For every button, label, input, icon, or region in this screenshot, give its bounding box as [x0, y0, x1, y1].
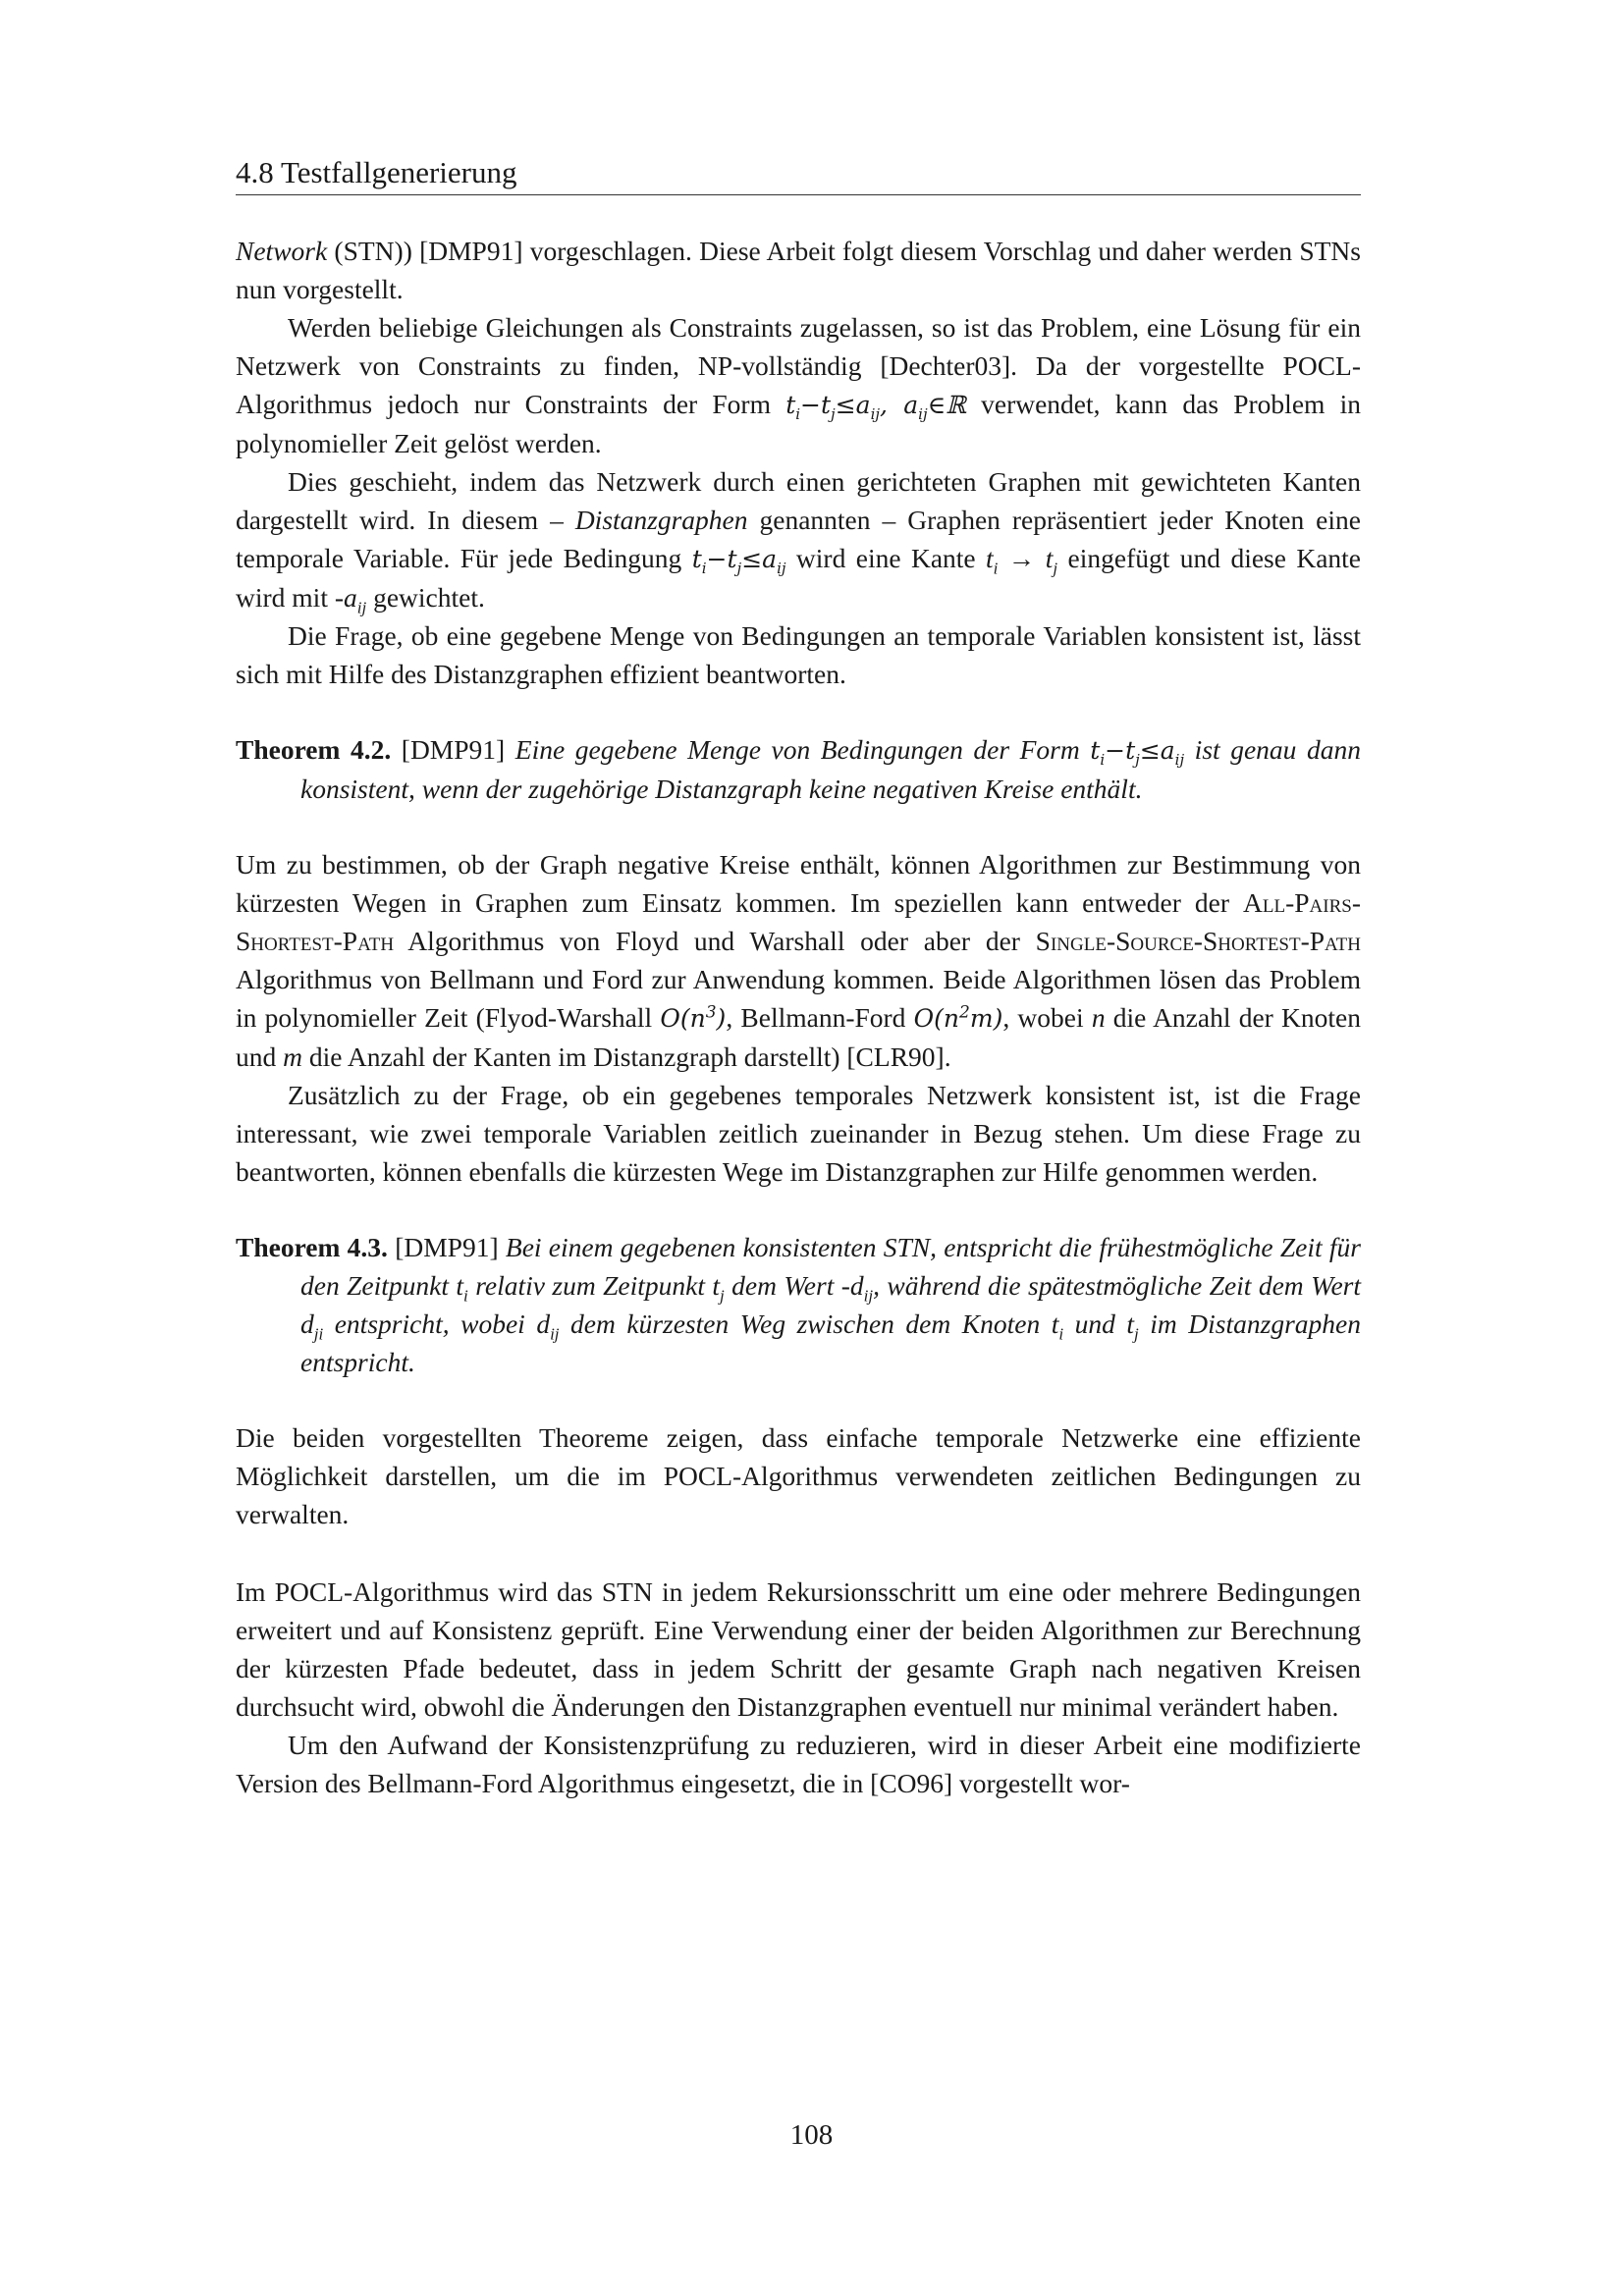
- paragraph-constraints: Werden beliebige Gleichungen als Constraints zugelassen, so ist das Problem, eine Lösung für ein Netzwerk von Constraints zu finden, NP-vollständig [Dechter03]. Da der vorgestellte POCL-Algorithmus jedoch nur Constraints der Form $t_i-t_j\le a_{ij}$, $a_{ij}\in ℝ$ verwendet, kann das Problem in polynomieller Zeit gelöst werden.: [236, 312, 1362, 458]
- theorem-4-2: Theorem 4.2. [DMP91] Eine gegebene Menge von Bedingungen der Form $t_i-t_j\le a_{ij}$ ist genau dann konsistent, wenn der zugehörige Distanzgraph keine negativen Kreise enthält.: [236, 734, 1361, 804]
- paragraph-temporal-relation: Zusätzlich zu der Frage, ob ein gegebenes temporales Netzwerk konsistent ist, ist die Frage interessant, wie zwei temporale Variablen zeitlich zueinander in Bezug stehen. Um diese Frage zu beantworten, können ebenfalls die kürzesten Wege im Distanzgraphen zur Hilfe genommen werden.: [236, 1080, 1361, 1187]
- formula-edge: $t_i \to t_j$: [986, 543, 1058, 578]
- formula-bellmann-complexity: $O(n^2m)$: [913, 1002, 1003, 1033]
- paragraph-recursion: Im POCL-Algorithmus wird das STN in jedem Rekursionsschritt um eine oder mehrere Bedingungen erweitert und auf Konsistenz geprüft. Eine Verwendung einer der beiden Algorithmen zur Berechnung der kürzesten Pfade bedeutet, dass in jedem Schritt der gesamte Graph nach negativen Kreisen durchsucht wird, obwohl die Änderungen den Distanzgraphen eventuell nur minimal verändert haben.: [236, 1576, 1361, 1722]
- page-body: [236, 232, 1361, 1802]
- formula-floyd-complexity: $O(n^3)$: [660, 1002, 727, 1033]
- paragraph-distance-graph: Dies geschieht, indem das Netzwerk durch einen gerichteten Graphen mit gewichteten Kanten dargestellt wird. In diesem – Distanzgraphen genannten – Graphen repräsentiert jeder Knoten eine temporale Variable. Für jede Bedingung $t_i-t_j\le a_{ij}$ wird eine Kante $t_i \to t_j$ eingefügt und diese Kante wird mit $-a_{ij}$ gewichtet.: [236, 466, 1362, 617]
- formula-condition: $t_i-t_j\le a_{ij}$: [691, 545, 786, 577]
- paragraph-stn-intro: Network (STN)) [DMP91] vorgeschlagen. Diese Arbeit folgt diesem Vorschlag und daher werden STNs nun vorgestellt.: [236, 236, 1361, 304]
- paragraph-theorems-summary: Die beiden vorgestellten Theoreme zeigen, dass einfache temporale Netzwerke eine effiziente Möglichkeit darstellen, um die im POCL-Algorithmus verwendeten zeitlichen Bedingungen zu verwalten.: [236, 1422, 1361, 1529]
- page-number: 108: [789, 2119, 834, 2151]
- running-header: [236, 155, 1361, 195]
- formula-constraint-form: $t_i-t_j\le a_{ij}$, $a_{ij}\in ℝ$: [785, 391, 966, 423]
- theorem-4-3: Theorem 4.3. [DMP91] Bei einem gegebenen konsistenten STN, entspricht die frühestmögliche Zeit für den Zeitpunkt $t_i$ relativ zum Zeitpunkt $t_j$ dem Wert $-d_{ij}$, während die spätestmögliche Zeit dem Wert $d_{ji}$ entspricht, wobei $d_{ij}$ dem kürzesten Weg zwischen dem Knoten $t_i$ und $t_j$ im Distanzgraphen entspricht.: [236, 1232, 1362, 1377]
- paragraph-modified-bellmann-ford: Um den Aufwand der Konsistenzprüfung zu reduzieren, wird in dieser Arbeit eine modifizierte Version des Bellmann-Ford Algorithmus eingesetzt, die in [CO96] vorgestellt wor-: [236, 1730, 1361, 1798]
- paragraph-algorithms: Um zu bestimmen, ob der Graph negative Kreise enthält, können Algorithmen zur Bestimmung von kürzesten Wegen in Graphen zum Einsatz kommen. Im speziellen kann entweder der All-Pairs-Shortest-Path Algorithmus von Floyd und Warshall oder aber der Single-Source-Shortest-Path Algorithmus von Bellmann und Ford zur Anwendung kommen. Beide Algorithmen lösen das Problem in polynomieller Zeit (Flyod-Warshall $O(n^3)$, Bellmann-Ford $O(n^2m)$, wobei n die Anzahl der Knoten und m die Anzahl der Kanten im Distanzgraph darstellt) [CLR90].: [236, 849, 1361, 1072]
- formula-theorem-condition: $t_i-t_j\le a_{ij}$: [1090, 736, 1185, 769]
- section-title: 4.8 Testfallgenerierung: [236, 155, 517, 189]
- paragraph-consistency-question: Die Frage, ob eine gegebene Menge von Bedingungen an temporale Variablen konsistent ist, lässt sich mit Hilfe des Distanzgraphen effizient beantworten.: [236, 620, 1361, 689]
